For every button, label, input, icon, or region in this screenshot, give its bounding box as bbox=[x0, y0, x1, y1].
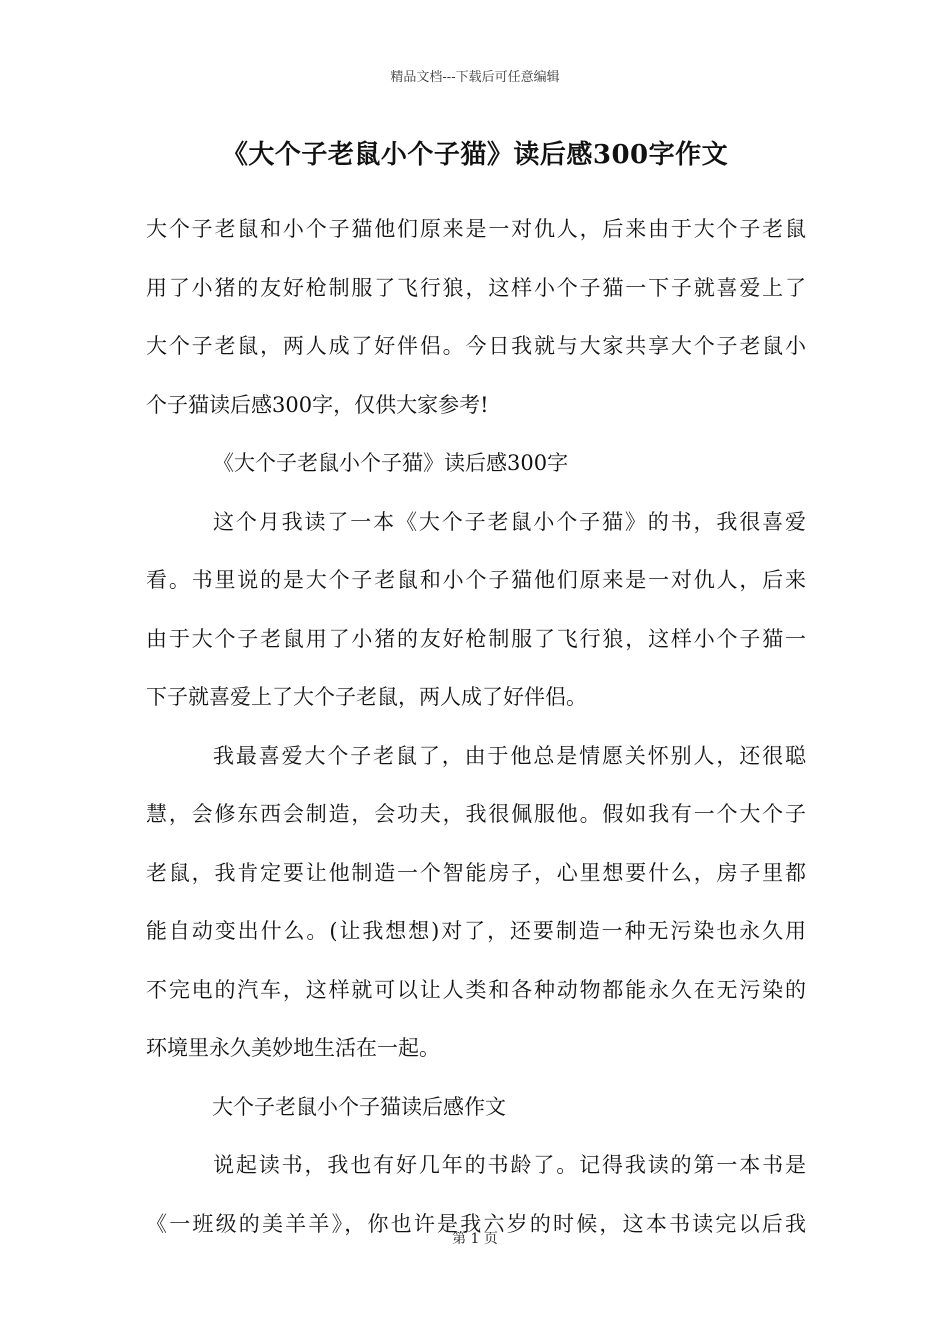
section-subtitle: 大个子老鼠小个子猫读后感作文 bbox=[212, 1094, 506, 1119]
para-line: 看。书里说的是大个子老鼠和小个子猫他们原来是一对仇人，后来 bbox=[146, 568, 806, 592]
para-line: 下子就喜爱上了大个子老鼠，两人成了好伴侣。 bbox=[146, 685, 587, 709]
intro-line: 用了小猪的友好枪制服了飞行狼，这样小个子猫一下子就喜爱上了 bbox=[146, 275, 806, 300]
document-body bbox=[146, 200, 806, 1253]
section-subtitle: 《大个子老鼠小个子猫》读后感300字 bbox=[213, 451, 569, 475]
intro-line: 大个子老鼠，两人成了好伴侣。今日我就与大家共享大个子老鼠小 bbox=[146, 334, 806, 358]
para-line: 老鼠，我肯定要让他制造一个智能房子，心里想要什么，房子里都 bbox=[146, 860, 806, 885]
document-title: 《大个子老鼠小个子猫》读后感300字作文 bbox=[221, 140, 729, 170]
para-line: 不完电的汽车，这样就可以让人类和各种动物都能永久在无污染的 bbox=[146, 977, 806, 1002]
para-line: 《一班级的美羊羊》，你也许是我六岁的时候，这本书读完以后我 bbox=[146, 1211, 806, 1236]
para-line: 环境里永久美妙地生活在一起。 bbox=[146, 1036, 440, 1060]
para-line: 我最喜爱大个子老鼠了，由于他总是情愿关怀别人，还很聪 bbox=[213, 743, 806, 768]
intro-line: 大个子老鼠和小个子猫他们原来是一对仇人，后来由于大个子老鼠 bbox=[146, 217, 806, 241]
intro-line: 个子猫读后感300字，仅供大家参考! bbox=[146, 392, 489, 417]
para-line: 慧，会修东西会制造，会功夫，我很佩服他。假如我有一个大个子 bbox=[146, 802, 806, 826]
page-header: 精品文档---下载后可任意编辑 bbox=[390, 70, 560, 85]
page-number: 第 1 页 bbox=[452, 1231, 498, 1247]
para-line: 由于大个子老鼠用了小猪的友好枪制服了飞行狼，这样小个子猫一 bbox=[146, 626, 806, 651]
para-line: 这个月我读了一本《大个子老鼠小个子猫》的书，我很喜爱 bbox=[213, 509, 806, 534]
para-line: 能自动变出什么。(让我想想)对了，还要制造一种无污染也永久用 bbox=[146, 919, 806, 943]
para-line: 说起读书，我也有好几年的书龄了。记得我读的第一本书是 bbox=[213, 1153, 806, 1177]
